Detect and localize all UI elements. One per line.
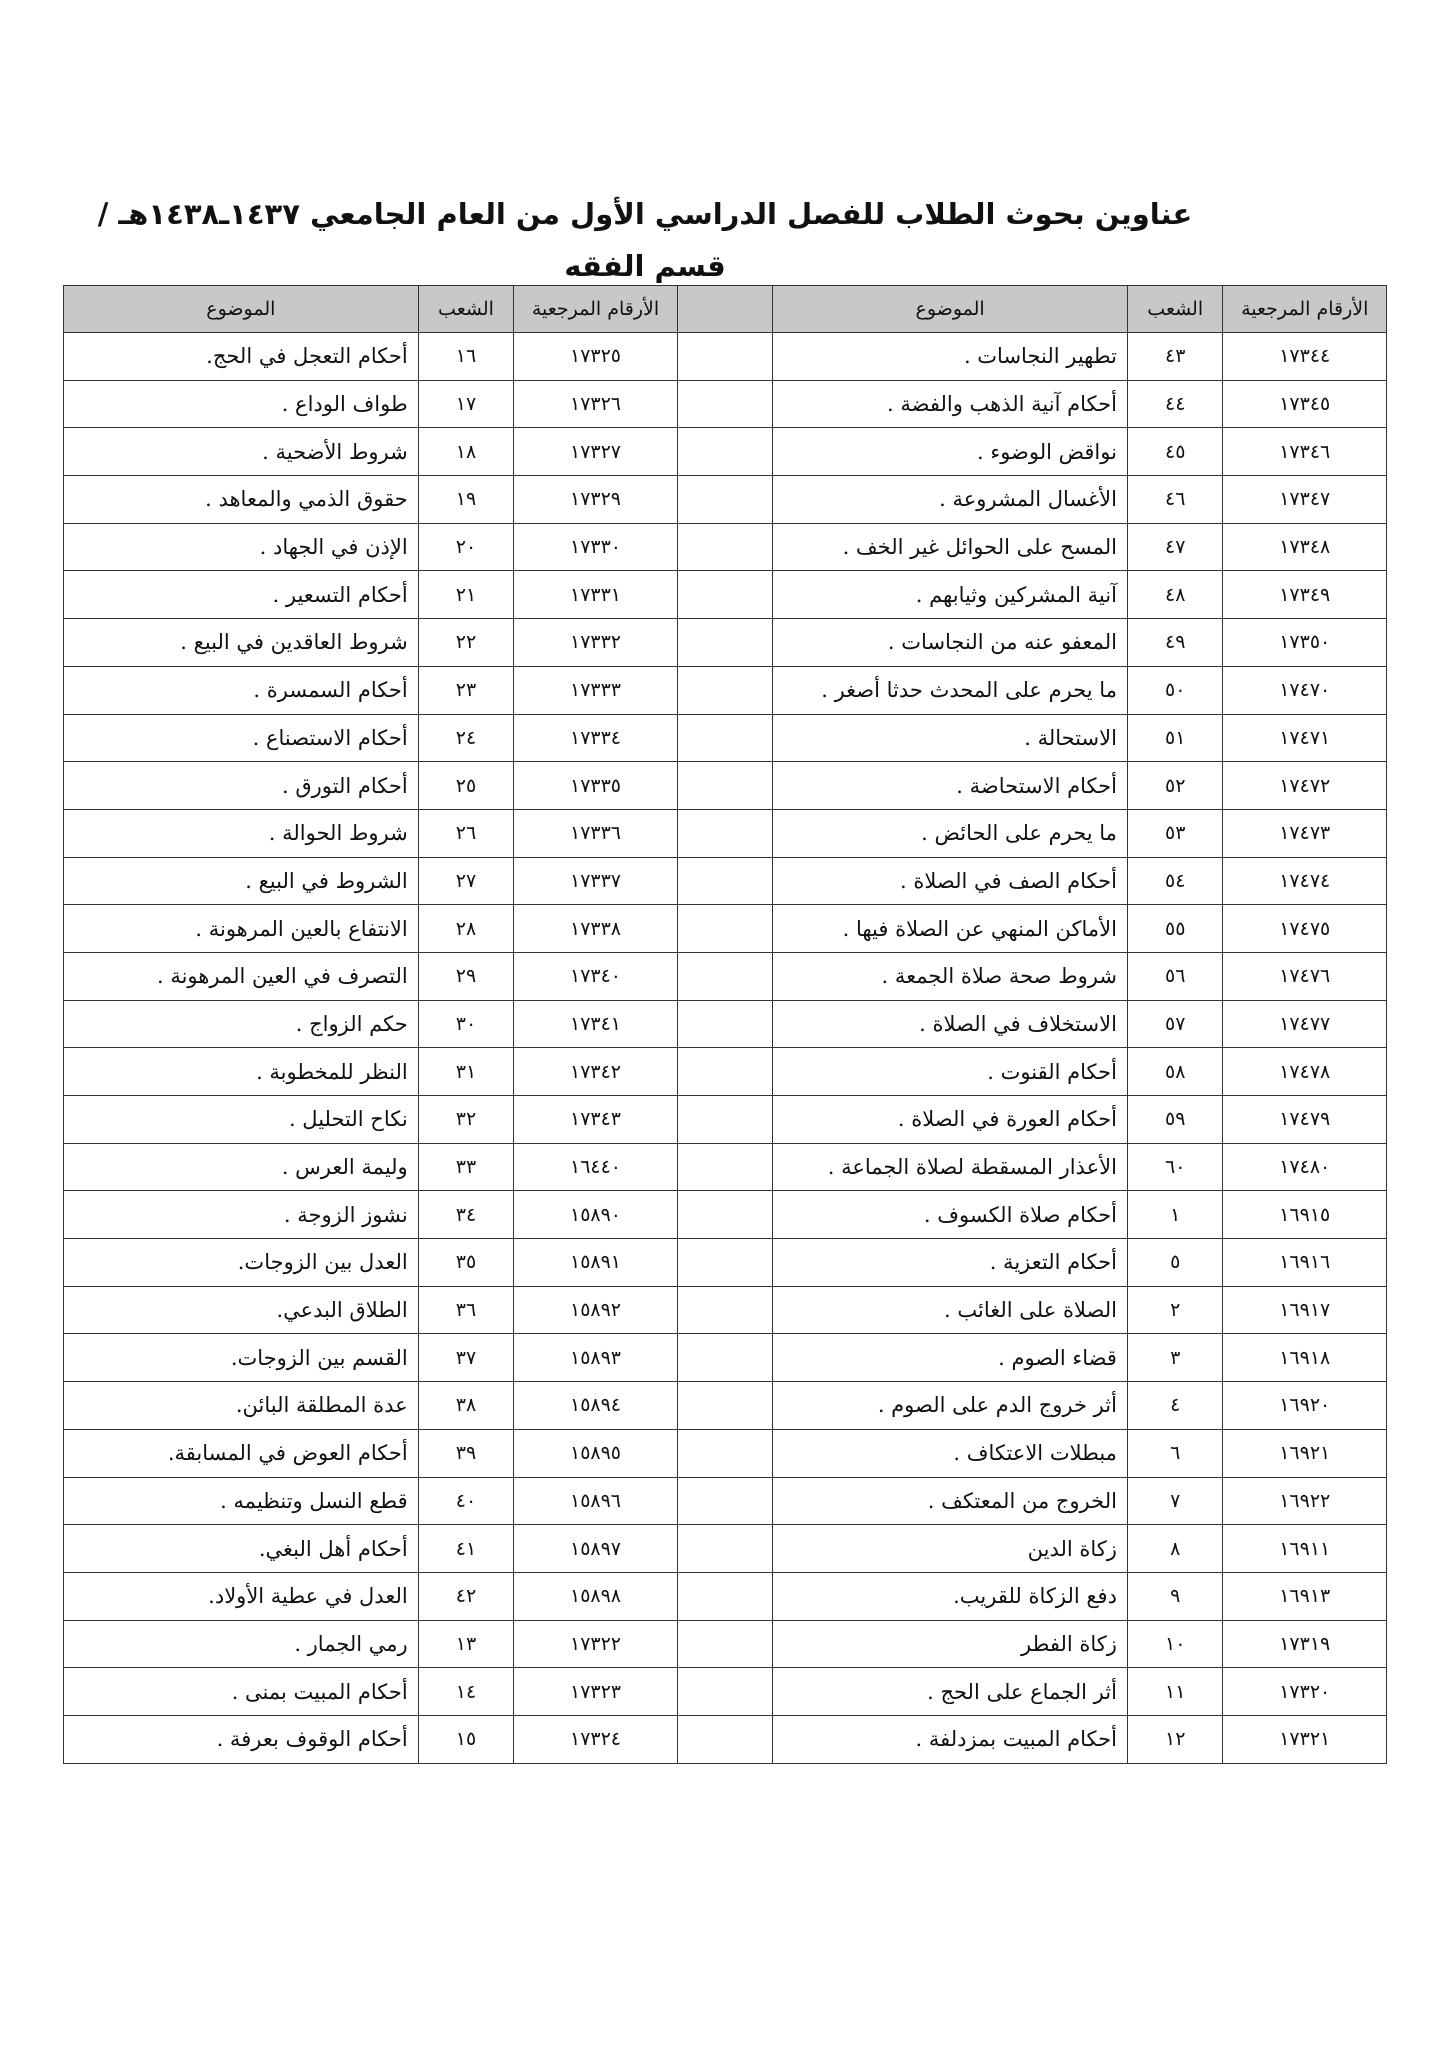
table-row [64,428,1387,476]
header-ref: الأرقام المرجعية [1223,286,1387,333]
table-row [64,1191,1387,1239]
topic-cell: أحكام المبيت بمنى . [64,1668,419,1716]
topic-cell: أحكام التورق . [64,762,419,810]
ref-number-cell: ١٧٣٢١ [1223,1715,1387,1763]
header-spacer [677,286,773,333]
topic-cell: أثر خروج الدم على الصوم . [773,1382,1128,1430]
spacer-cell [677,1429,773,1477]
section-cell: ٤٣ [1127,333,1223,381]
topic-cell: أحكام التعزية . [773,1239,1128,1287]
section-cell: ٣ [1127,1334,1223,1382]
section-cell: ١٣ [418,1620,514,1668]
topic-cell: أحكام الصف في الصلاة . [773,857,1128,905]
table-row [64,1382,1387,1430]
section-cell: ٤٤ [1127,380,1223,428]
topic-cell: أحكام الاستحاضة . [773,762,1128,810]
section-cell: ٦ [1127,1429,1223,1477]
ref-number-cell: ١٧٣٢٧ [514,428,678,476]
ref-number-cell: ١٧٣٤٠ [514,952,678,1000]
topic-cell: الاستخلاف في الصلاة . [773,1000,1128,1048]
header-topic: الموضوع [773,286,1128,333]
topic-cell: ما يحرم على المحدث حدثا أصغر . [773,666,1128,714]
section-cell: ٥٠ [1127,666,1223,714]
ref-number-cell: ١٥٨٩٣ [514,1334,678,1382]
ref-number-cell: ١٧٣٣٠ [514,523,678,571]
spacer-cell [677,619,773,667]
ref-number-cell: ١٥٨٩٧ [514,1525,678,1573]
section-cell: ١٦ [418,333,514,381]
table-row [64,952,1387,1000]
table-row [64,1668,1387,1716]
spacer-cell [677,1239,773,1287]
ref-number-cell: ١٧٣٢٦ [514,380,678,428]
ref-number-cell: ١٧٣١٩ [1223,1620,1387,1668]
topic-cell: الشروط في البيع . [64,857,419,905]
table-row [64,571,1387,619]
section-cell: ٨ [1127,1525,1223,1573]
header-section: الشعب [418,286,514,333]
page-title: عناوين بحوث الطلاب للفصل الدراسي الأول من العام الجامعي ١٤٣٧ـ١٤٣٨هـ / قسم الفقه [97,197,1193,283]
ref-number-cell: ١٧٣٣٥ [514,762,678,810]
topic-cell: حقوق الذمي والمعاهد . [64,476,419,524]
spacer-cell [677,380,773,428]
ref-number-cell: ١٧٣٤٢ [514,1048,678,1096]
ref-number-cell: ١٦٩١٦ [1223,1239,1387,1287]
section-cell: ٢٩ [418,952,514,1000]
ref-number-cell: ١٧٣٤٩ [1223,571,1387,619]
ref-number-cell: ١٧٣٤٨ [1223,523,1387,571]
spacer-cell [677,1715,773,1763]
section-cell: ٤٥ [1127,428,1223,476]
table-row [64,905,1387,953]
ref-number-cell: ١٥٨٩٢ [514,1286,678,1334]
spacer-cell [677,1620,773,1668]
spacer-cell [677,1334,773,1382]
spacer-cell [677,1286,773,1334]
topic-cell: وليمة العرس . [64,1143,419,1191]
table-row [64,1525,1387,1573]
section-cell: ٢٥ [418,762,514,810]
table-row [64,1715,1387,1763]
ref-number-cell: ١٧٤٧٣ [1223,809,1387,857]
section-cell: ٥٢ [1127,762,1223,810]
spacer-cell [677,1477,773,1525]
table-row [64,619,1387,667]
section-cell: ١٤ [418,1668,514,1716]
ref-number-cell: ١٦٩١٨ [1223,1334,1387,1382]
spacer-cell [677,571,773,619]
table-row [64,1143,1387,1191]
topic-cell: نواقض الوضوء . [773,428,1128,476]
topic-cell: أحكام المبيت بمزدلفة . [773,1715,1128,1763]
ref-number-cell: ١٧٣٣٦ [514,809,678,857]
spacer-cell [677,666,773,714]
section-cell: ٣٢ [418,1096,514,1144]
topic-cell: شروط صحة صلاة الجمعة . [773,952,1128,1000]
topic-cell: رمي الجمار . [64,1620,419,1668]
table-row [64,762,1387,810]
spacer-cell [677,428,773,476]
ref-number-cell: ١٧٣٢٩ [514,476,678,524]
topic-cell: شروط العاقدين في البيع . [64,619,419,667]
spacer-cell [677,857,773,905]
spacer-cell [677,762,773,810]
ref-number-cell: ١٧٣٤٤ [1223,333,1387,381]
ref-number-cell: ١٦٩١٣ [1223,1572,1387,1620]
section-cell: ٥٩ [1127,1096,1223,1144]
spacer-cell [677,1048,773,1096]
topic-cell: الانتفاع بالعين المرهونة . [64,905,419,953]
section-cell: ٣١ [418,1048,514,1096]
spacer-cell [677,1572,773,1620]
topic-cell: العدل بين الزوجات. [64,1239,419,1287]
topic-cell: تطهير النجاسات . [773,333,1128,381]
section-cell: ٤٩ [1127,619,1223,667]
section-cell: ١٧ [418,380,514,428]
ref-number-cell: ١٧٤٧٧ [1223,1000,1387,1048]
section-cell: ٣٥ [418,1239,514,1287]
ref-number-cell: ١٧٣٤١ [514,1000,678,1048]
table-row [64,1429,1387,1477]
section-cell: ٥٤ [1127,857,1223,905]
topic-cell: أحكام صلاة الكسوف . [773,1191,1128,1239]
section-cell: ١٢ [1127,1715,1223,1763]
topic-cell: أحكام الوقوف بعرفة . [64,1715,419,1763]
ref-number-cell: ١٥٨٩٠ [514,1191,678,1239]
table-row [64,1000,1387,1048]
topic-cell: الأماكن المنهي عن الصلاة فيها . [773,905,1128,953]
section-cell: ١١ [1127,1668,1223,1716]
ref-number-cell: ١٦٤٤٠ [514,1143,678,1191]
spacer-cell [677,333,773,381]
section-cell: ٣٧ [418,1334,514,1382]
section-cell: ٥٥ [1127,905,1223,953]
header-ref: الأرقام المرجعية [514,286,678,333]
section-cell: ٤٨ [1127,571,1223,619]
table-row [64,476,1387,524]
section-cell: ٤١ [418,1525,514,1573]
topic-cell: أحكام آنية الذهب والفضة . [773,380,1128,428]
ref-number-cell: ١٧٣٣٢ [514,619,678,667]
topic-cell: المعفو عنه من النجاسات . [773,619,1128,667]
ref-number-cell: ١٥٨٩٥ [514,1429,678,1477]
topic-cell: شروط الحوالة . [64,809,419,857]
ref-number-cell: ١٥٨٩٨ [514,1572,678,1620]
section-cell: ٢٣ [418,666,514,714]
topic-cell: زكاة الفطر [773,1620,1128,1668]
table-row [64,809,1387,857]
section-cell: ٢٧ [418,857,514,905]
section-cell: ٤٢ [418,1572,514,1620]
spacer-cell [677,476,773,524]
section-cell: ٢٢ [418,619,514,667]
section-cell: ٩ [1127,1572,1223,1620]
ref-number-cell: ١٥٨٩٤ [514,1382,678,1430]
ref-number-cell: ١٧٤٧٩ [1223,1096,1387,1144]
section-cell: ٥ [1127,1239,1223,1287]
ref-number-cell: ١٧٤٧٠ [1223,666,1387,714]
topic-cell: التصرف في العين المرهونة . [64,952,419,1000]
topic-cell: المسح على الحوائل غير الخف . [773,523,1128,571]
section-cell: ٥٦ [1127,952,1223,1000]
topic-cell: أحكام السمسرة . [64,666,419,714]
section-cell: ١٨ [418,428,514,476]
section-cell: ٢١ [418,571,514,619]
topic-cell: شروط الأضحية . [64,428,419,476]
table-row [64,1334,1387,1382]
topic-cell: مبطلات الاعتكاف . [773,1429,1128,1477]
table-row [64,666,1387,714]
topic-cell: نكاح التحليل . [64,1096,419,1144]
table-row [64,1620,1387,1668]
ref-number-cell: ١٧٤٧٨ [1223,1048,1387,1096]
topic-cell: دفع الزكاة للقريب. [773,1572,1128,1620]
spacer-cell [677,905,773,953]
ref-number-cell: ١٧٣٢٣ [514,1668,678,1716]
topic-cell: أحكام العوض في المسابقة. [64,1429,419,1477]
topic-cell: الخروج من المعتكف . [773,1477,1128,1525]
section-cell: ٢٨ [418,905,514,953]
topic-cell: أحكام القنوت . [773,1048,1128,1096]
table-row [64,1477,1387,1525]
section-cell: ٢٦ [418,809,514,857]
ref-number-cell: ١٦٩١٧ [1223,1286,1387,1334]
ref-number-cell: ١٦٩٢١ [1223,1429,1387,1477]
ref-number-cell: ١٦٩٢٠ [1223,1382,1387,1430]
ref-number-cell: ١٧٣٤٣ [514,1096,678,1144]
topic-cell: الأعذار المسقطة لصلاة الجماعة . [773,1143,1128,1191]
ref-number-cell: ١٧٣٣٨ [514,905,678,953]
section-cell: ٤٧ [1127,523,1223,571]
ref-number-cell: ١٧٤٧٤ [1223,857,1387,905]
section-cell: ٤٠ [418,1477,514,1525]
section-cell: ٣٣ [418,1143,514,1191]
topic-cell: أثر الجماع على الحج . [773,1668,1128,1716]
section-cell: ٣٠ [418,1000,514,1048]
topic-cell: الإذن في الجهاد . [64,523,419,571]
section-cell: ٢٠ [418,523,514,571]
spacer-cell [677,1191,773,1239]
section-cell: ٥١ [1127,714,1223,762]
section-cell: ٣٩ [418,1429,514,1477]
section-cell: ٣٤ [418,1191,514,1239]
spacer-cell [677,1668,773,1716]
spacer-cell [677,1096,773,1144]
topic-cell: أحكام العورة في الصلاة . [773,1096,1128,1144]
topic-cell: عدة المطلقة البائن. [64,1382,419,1430]
topic-cell: زكاة الدين [773,1525,1128,1573]
spacer-cell [677,523,773,571]
topic-cell: ما يحرم على الحائض . [773,809,1128,857]
ref-number-cell: ١٧٣٤٦ [1223,428,1387,476]
table-row [64,333,1387,381]
ref-number-cell: ١٧٣٤٥ [1223,380,1387,428]
section-cell: ٣٨ [418,1382,514,1430]
section-cell: ٦٠ [1127,1143,1223,1191]
header-topic: الموضوع [64,286,419,333]
topic-cell: آنية المشركين وثيابهم . [773,571,1128,619]
ref-number-cell: ١٧٤٧٥ [1223,905,1387,953]
section-cell: ٢٤ [418,714,514,762]
section-cell: ١٥ [418,1715,514,1763]
section-cell: ٧ [1127,1477,1223,1525]
ref-number-cell: ١٧٣٢٠ [1223,1668,1387,1716]
table-row [64,1572,1387,1620]
topic-cell: النظر للمخطوبة . [64,1048,419,1096]
topic-cell: نشوز الزوجة . [64,1191,419,1239]
spacer-cell [677,1000,773,1048]
topic-cell: الاستحالة . [773,714,1128,762]
ref-number-cell: ١٧٣٣٧ [514,857,678,905]
ref-number-cell: ١٧٤٧٢ [1223,762,1387,810]
topic-cell: طواف الوداع . [64,380,419,428]
section-cell: ٥٣ [1127,809,1223,857]
table-row [64,380,1387,428]
topic-cell: أحكام التعجل في الحج. [64,333,419,381]
topic-cell: أحكام أهل البغي. [64,1525,419,1573]
ref-number-cell: ١٦٩٢٢ [1223,1477,1387,1525]
spacer-cell [677,714,773,762]
table-row [64,857,1387,905]
topic-cell: الأغسال المشروعة . [773,476,1128,524]
header-row [64,286,1387,333]
table-row [64,1239,1387,1287]
table-body [64,333,1387,1764]
ref-number-cell: ١٧٣٢٤ [514,1715,678,1763]
topic-cell: القسم بين الزوجات. [64,1334,419,1382]
ref-number-cell: ١٧٤٨٠ [1223,1143,1387,1191]
topic-cell: العدل في عطية الأولاد. [64,1572,419,1620]
section-cell: ٣٦ [418,1286,514,1334]
section-cell: ٥٧ [1127,1000,1223,1048]
section-cell: ٢ [1127,1286,1223,1334]
section-cell: ٤٦ [1127,476,1223,524]
ref-number-cell: ١٥٨٩٦ [514,1477,678,1525]
ref-number-cell: ١٦٩١١ [1223,1525,1387,1573]
topic-cell: قطع النسل وتنظيمه . [64,1477,419,1525]
topic-cell: أحكام الاستصناع . [64,714,419,762]
ref-number-cell: ١٧٣٢٥ [514,333,678,381]
topic-cell: الصلاة على الغائب . [773,1286,1128,1334]
spacer-cell [677,1382,773,1430]
research-table [63,285,1387,1764]
topic-cell: أحكام التسعير . [64,571,419,619]
spacer-cell [677,1525,773,1573]
table-row [64,1286,1387,1334]
table-row [64,1096,1387,1144]
topic-cell: قضاء الصوم . [773,1334,1128,1382]
section-cell: ١٩ [418,476,514,524]
topic-cell: حكم الزواج . [64,1000,419,1048]
section-cell: ٥٨ [1127,1048,1223,1096]
ref-number-cell: ١٧٣٥٠ [1223,619,1387,667]
table-row [64,714,1387,762]
section-cell: ٤ [1127,1382,1223,1430]
ref-number-cell: ١٧٣٤٧ [1223,476,1387,524]
spacer-cell [677,952,773,1000]
topic-cell: الطلاق البدعي. [64,1286,419,1334]
ref-number-cell: ١٧٤٧١ [1223,714,1387,762]
section-cell: ١ [1127,1191,1223,1239]
spacer-cell [677,809,773,857]
ref-number-cell: ١٧٣٣٣ [514,666,678,714]
ref-number-cell: ١٧٣٣٤ [514,714,678,762]
table-row [64,523,1387,571]
ref-number-cell: ١٦٩١٥ [1223,1191,1387,1239]
ref-number-cell: ١٥٨٩١ [514,1239,678,1287]
header-section: الشعب [1127,286,1223,333]
spacer-cell [677,1143,773,1191]
ref-number-cell: ١٧٣٣١ [514,571,678,619]
table-row [64,1048,1387,1096]
ref-number-cell: ١٧٤٧٦ [1223,952,1387,1000]
section-cell: ١٠ [1127,1620,1223,1668]
ref-number-cell: ١٧٣٢٢ [514,1620,678,1668]
